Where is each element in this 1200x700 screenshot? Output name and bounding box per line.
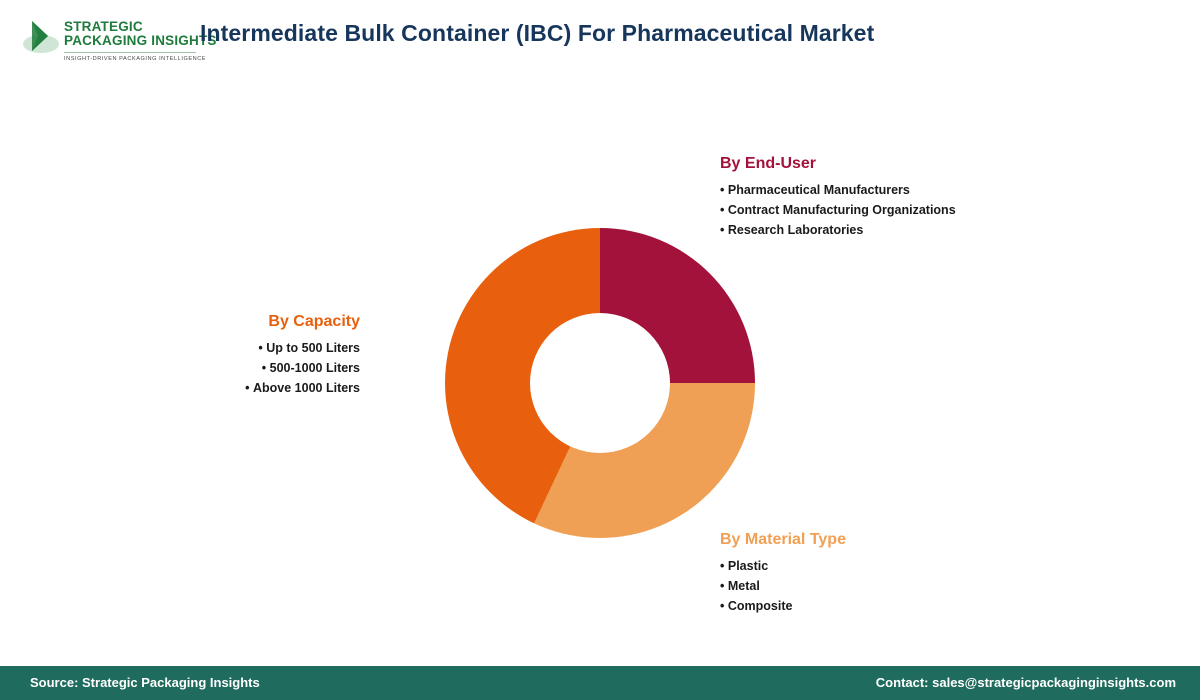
footer-bar — [0, 666, 1200, 700]
callout-capacity-list — [245, 338, 360, 398]
callout-capacity — [245, 313, 360, 398]
logo-divider — [64, 52, 196, 53]
callout-end-user-list — [720, 180, 956, 240]
logo-line-1: STRATEGIC — [64, 19, 143, 34]
callout-material-type-title: By Material Type — [720, 531, 846, 548]
footer-contact: Contact: sales@strategicpackaginginsights.com — [875, 675, 1176, 690]
callout-material-type-list — [720, 556, 846, 616]
list-item: • Composite — [720, 596, 846, 616]
green-chevron-icon — [22, 18, 60, 56]
callout-material-type — [720, 531, 846, 616]
list-item: • Research Laboratories — [720, 220, 956, 240]
list-item: • Above 1000 Liters — [245, 378, 360, 398]
list-item: • Contract Manufacturing Organizations — [720, 200, 956, 220]
callout-capacity-title: By Capacity — [268, 313, 360, 330]
logo-tagline: INSIGHT-DRIVEN PACKAGING INTELLIGENCE — [64, 56, 207, 62]
footer-source: Source: Strategic Packaging Insights — [30, 675, 260, 690]
donut-chart — [445, 228, 755, 538]
donut-center-hole — [530, 313, 670, 453]
brand-logo — [22, 14, 217, 70]
list-item: • Up to 500 Liters — [245, 338, 360, 358]
page-title: Intermediate Bulk Container (IBC) For Pharmaceutical Market — [200, 20, 875, 46]
list-item: • Pharmaceutical Manufacturers — [720, 180, 956, 200]
list-item: • Plastic — [720, 556, 846, 576]
list-item: • Metal — [720, 576, 846, 596]
logo-line-2: PACKAGING INSIGHTS — [64, 33, 217, 48]
header — [0, 0, 1200, 78]
list-item: • 500-1000 Liters — [245, 358, 360, 378]
callout-end-user — [720, 155, 956, 240]
callout-end-user-title: By End-User — [720, 155, 817, 172]
logo-text — [64, 19, 217, 62]
